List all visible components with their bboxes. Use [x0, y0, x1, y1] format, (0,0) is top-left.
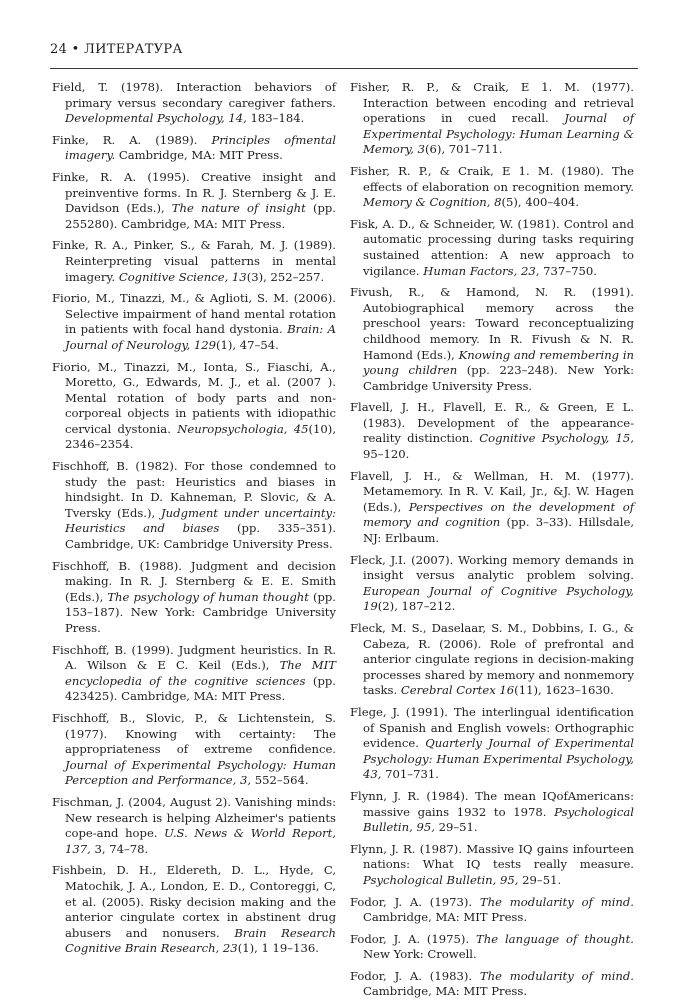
reference-post: (10), 2346–2354.: [65, 421, 336, 452]
reference-pre: Flynn, J. R. (1987). Massive IQ gains infourteen nations: What IQ tests really measure.: [350, 841, 634, 872]
reference-post: 552–564.: [251, 773, 309, 788]
reference-post: (pp. 335–351). Cambridge, UK: Cambridge University Press.: [65, 521, 337, 552]
reference-entry: [350, 285, 634, 394]
reference-post: 183–184.: [246, 111, 305, 126]
reference-pre: Fleck, M. S., Daselaar, S. M., Dobbins, I. G., & Cabeza, R. (2006). Role of prefrontal and anterior cingulate regions in decision-making processes shared by memory and nonmemory tasks.: [350, 621, 634, 698]
reference-pre: Fivush, R., & Hamond, N. R. (1991). Autobiographical memory across the preschool years: Toward reconceptualizing childhood memory. In R. Fivush & N. R. Hamond (Eds.),: [350, 285, 634, 362]
reference-entry: [52, 559, 336, 637]
reference-post: (11), 1623–1630.: [514, 683, 614, 698]
reference-entry: [52, 133, 336, 164]
reference-post: Cambridge, MA: MIT Press.: [115, 148, 283, 163]
reference-pre: Finke, R. A., Pinker, S., & Farah, M. J. (1989). Reinterpreting visual patterns in mental imagery.: [52, 238, 336, 284]
reference-italic: Neuropsychologia, 45: [177, 421, 309, 436]
reference-entry: [52, 711, 336, 789]
page-number: 24: [50, 42, 68, 57]
reference-entry: [52, 643, 336, 705]
reference-italic: Principles ofmental imagery.: [65, 132, 336, 163]
reference-pre: Finke, R. A. (1995). Creative insight and preinventive forms. In R. J. Sternberg & J. E. Davidson (Eds.),: [52, 169, 336, 216]
section-title: ЛИТЕРАТУРА: [84, 42, 183, 57]
reference-entry: [52, 238, 336, 285]
reference-italic: The language of thought.: [476, 931, 634, 946]
reference-italic: The psychology of human thought: [107, 589, 309, 604]
reference-post: Cambridge, MA: MIT Press.: [363, 984, 528, 999]
reference-post: (pp. 255280). Cambridge, MA: MIT Press.: [65, 201, 336, 231]
reference-post: 737–750.: [539, 263, 597, 278]
reference-italic: Cognitive Science, 13: [118, 269, 247, 284]
reference-post: Cambridge, MA: MIT Press.: [363, 910, 528, 925]
reference-pre: Flavell, J. H., Flavell, E. R., & Green, E L. (1983). Development of the appearance-reality distinction.: [350, 400, 634, 446]
reference-post: 29–51.: [518, 872, 562, 887]
reference-entry: [52, 459, 336, 553]
reference-post: 95–120.: [363, 447, 410, 462]
reference-pre: Fiorio, M., Tinazzi, M., Ionta, S., Fiaschi, A., Moretto, G., Edwards, M. J., et al. (2007 ). Mental rotation of body parts and non-corporeal objects in patients with idiopathic cervical dystonia.: [52, 359, 336, 436]
reference-italic: Judgment under uncertainty: Heuristics and biases: [65, 505, 336, 536]
references-left-column: [52, 80, 336, 963]
reference-pre: Fischhoff, B., Slovic, P., & Lichtenstein, S. (1977). Knowing with certainty: The appropriateness of extreme confidence.: [52, 710, 336, 757]
reference-post: (1), 1 19–136.: [237, 941, 319, 956]
reference-italic: Journal of Experimental Psychology: Human Learning & Memory, 3: [363, 111, 634, 157]
reference-italic: Cerebral Cortex 16: [400, 683, 515, 698]
running-header: [50, 42, 183, 57]
reference-italic: Perspectives on the development of memory and cognition: [363, 499, 634, 530]
reference-entry: [52, 80, 336, 127]
reference-entry: [350, 400, 634, 462]
reference-pre: Fischhoff, B. (1999). Judgment heuristics. In R. A. Wilson & E C. Keil (Eds.),: [52, 642, 336, 673]
reference-entry: [350, 164, 634, 211]
reference-italic: Memory & Cognition, 8: [363, 195, 502, 210]
reference-pre: Fischhoff, B. (1988). Judgment and decision making. In R. J. Sternberg & E. E. Smith (Eds.),: [52, 558, 336, 604]
reference-italic: Cognitive Psychology, 15,: [479, 431, 634, 446]
reference-italic: Brain Research Cognitive Brain Research, 23: [65, 925, 336, 956]
reference-entry: [350, 969, 634, 1000]
reference-entry: [350, 895, 634, 926]
reference-italic: European Journal of Cognitive Psychology, 19: [363, 583, 634, 614]
reference-italic: Psychological Bulletin, 95,: [363, 804, 634, 835]
reference-pre: Flege, J. (1991). The interlingual identification of Spanish and English vowels: Orthographic evidence.: [350, 704, 634, 751]
reference-entry: [52, 863, 336, 957]
reference-entry: [52, 360, 336, 454]
reference-entry: [350, 705, 634, 783]
reference-post: (6), 701–711.: [425, 142, 503, 157]
reference-post: (3), 252–257.: [246, 269, 325, 284]
reference-entry: [52, 291, 336, 353]
reference-pre: Fischman, J. (2004, August 2). Vanishing minds: New research is helping Alzheimer's patients cope-and hope.: [52, 794, 336, 841]
reference-pre: Fischhoff, B. (1982). For those condemned to study the past: Heuristics and biases in hindsight. In D. Kahneman, P. Slovic, & A. Tversky (Eds.),: [52, 459, 336, 520]
reference-italic: U.S. News & World Report, 137,: [65, 826, 336, 856]
reference-italic: Human Factors, 23,: [423, 263, 540, 278]
reference-post: 29–51.: [434, 820, 478, 835]
references-right-column: [350, 80, 634, 1006]
reference-entry: [350, 553, 634, 615]
reference-entry: [350, 217, 634, 279]
reference-italic: Knowing and remembering in young children: [363, 347, 634, 378]
reference-post: (pp. 153–187). New York: Cambridge University Press.: [65, 589, 336, 635]
reference-pre: Finke, R. A. (1989).: [52, 132, 212, 147]
reference-post: (1), 47–54.: [215, 337, 279, 352]
reference-pre: Fodor, J. A. (1975).: [350, 931, 477, 946]
reference-pre: Field, T. (1978). Interaction behaviors of primary versus secondary caregiver fathers.: [52, 80, 336, 110]
reference-post: 701–731.: [381, 767, 439, 782]
reference-post: (pp. 223–248). New York: Cambridge University Press.: [363, 363, 634, 393]
reference-post: (pp. 3–33). Hillsdale, NJ: Erlbaum.: [363, 515, 635, 546]
reference-entry: [52, 795, 336, 857]
reference-pre: Flavell, J. H., & Wellman, H. M. (1977). Metamemory. In R. V. Kail, Jr., &J. W. Hagen (Eds.),: [350, 468, 634, 514]
reference-post: (5), 400–404.: [501, 195, 580, 210]
reference-entry: [350, 80, 634, 158]
reference-pre: Fishbein, D. H., Eldereth, D. L., Hyde, C, Matochik, J. A., London, E. D., Contoreggi, C, et al. (2005). Risky decision making and the anterior cingulate cortex in abstinent drug abusers and nonusers.: [52, 863, 336, 940]
reference-pre: Fisher, R. P., & Craik, E 1. M. (1980). The effects of elaboration on recognition memory.: [350, 163, 634, 194]
reference-entry: [350, 469, 634, 547]
reference-italic: The modularity of mind.: [479, 894, 634, 909]
reference-entry: [350, 932, 634, 963]
reference-pre: Flynn, J. R. (1984). The mean IQofAmericans: massive gains 1932 to 1978.: [350, 788, 634, 819]
reference-entry: [52, 170, 336, 232]
reference-pre: Fodor, J. A. (1973).: [350, 894, 480, 909]
reference-pre: Fiorio, M., Tinazzi, M., & Aglioti, S. M. (2006). Selective impairment of hand mental rotation in patients with focal hand dystonia.: [52, 291, 336, 337]
reference-pre: Fisk, A. D., & Schneider, W. (1981). Control and automatic processing during tasks requiring sustained attention: A new approach to vigilance.: [350, 216, 634, 278]
reference-italic: The nature of insight: [171, 201, 306, 216]
reference-entry: [350, 621, 634, 699]
reference-pre: Fleck, J.I. (2007). Working memory demands in insight versus analytic problem solving.: [350, 552, 634, 583]
reference-post: (pp. 423425). Cambridge, MA: MIT Press.: [65, 673, 336, 704]
reference-italic: Brain: A Journal of Neurology, 129: [65, 322, 336, 352]
reference-post: New York: Crowell.: [363, 947, 477, 962]
reference-italic: Psychological Bulletin, 95,: [363, 872, 519, 887]
reference-entry: [350, 842, 634, 889]
reference-entry: [350, 789, 634, 836]
header-rule: [50, 68, 638, 69]
reference-pre: Fisher, R. P., & Craik, E 1. M. (1977). Interaction between encoding and retrieval operations in cued recall.: [350, 80, 634, 126]
reference-italic: Quarterly Journal of Experimental Psychology: Human Experimental Psychology, 43,: [363, 736, 635, 782]
reference-italic: The MIT encyclopedia of the cognitive sciences: [65, 658, 336, 688]
header-bullet: •: [71, 42, 80, 57]
reference-italic: The modularity of mind.: [479, 968, 634, 983]
reference-pre: Fodor, J. A. (1983).: [350, 968, 480, 983]
reference-italic: Developmental Psychology, 14,: [65, 111, 247, 126]
reference-post: 3, 74–78.: [90, 841, 149, 856]
reference-post: (2), 187–212.: [377, 599, 456, 614]
reference-italic: Journal of Experimental Psychology: Human Perception and Performance, 3,: [65, 757, 336, 788]
